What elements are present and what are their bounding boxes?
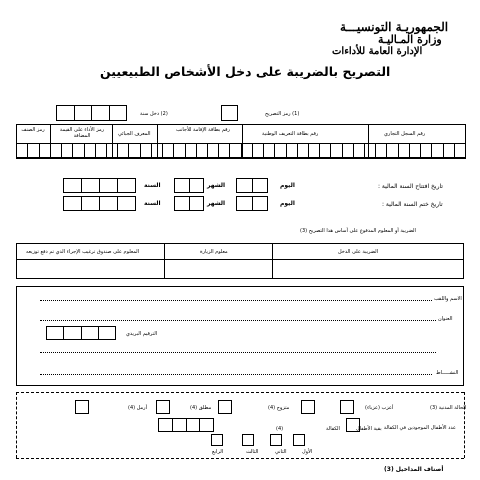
fund-fee-amount-input[interactable]: [17, 260, 163, 278]
children-count-label: عدد الأطفال الموجودين في الكفالة: [383, 425, 456, 431]
income-year-field[interactable]: [56, 105, 127, 121]
children-ranks-field[interactable]: [158, 418, 214, 432]
widowed-checkbox[interactable]: [156, 400, 170, 414]
single-checkbox[interactable]: [340, 400, 354, 414]
civil-top-border: [16, 392, 464, 393]
name-label: الاسم واللقب: [434, 296, 462, 302]
tax-section-note: (3): [300, 228, 308, 234]
declaration-code-label: (1) رمز التصريح: [265, 111, 300, 117]
id-table-top-border: [16, 124, 466, 125]
id-table-bottom-border: [16, 158, 466, 159]
form-title: التصريح بالضريبة على دخل الأشخاص الطبيعيين: [100, 64, 391, 79]
address-line[interactable]: [40, 320, 436, 321]
civil-bottom-border: [16, 458, 464, 459]
third-child-label: الثالث: [246, 449, 259, 455]
tax-col-fund-fee: المعلوم على صندوق ترغيب الإجراء الذي تم دفع توزيعه: [26, 249, 140, 255]
first-child-box[interactable]: [293, 434, 305, 446]
id-input-cells[interactable]: [16, 143, 466, 158]
second-child-label: الثاني: [275, 449, 287, 455]
name-line[interactable]: [40, 300, 432, 301]
header-republic: الجمهوريـة التونسيـــة: [340, 20, 449, 34]
first-child-label: الأول: [302, 449, 313, 455]
tax-section-heading: الضريبة أو المعلوم المدفوع على أساس هذا التصريح (3): [300, 228, 416, 234]
income-tax-amount-input[interactable]: [273, 260, 463, 278]
address-label: العنوان: [438, 316, 453, 322]
closing-day-label: اليوم: [280, 200, 295, 207]
income-categories-note: (3): [384, 466, 394, 473]
extra-status-checkbox[interactable]: [75, 400, 89, 414]
children-detail-label: بقية الأطفال: [356, 426, 382, 432]
widowed-note: (4): [128, 405, 136, 411]
civil-status-note: (3): [430, 405, 438, 411]
closing-day-field[interactable]: [236, 196, 268, 211]
id-header-category-code: رمز الصنف: [21, 127, 45, 133]
activity-label: النشـــــاط: [436, 370, 459, 376]
header-directorate: الإدارة العامة للأداءات: [332, 46, 423, 57]
id-header-vat-code: رمز الأداء على القيمة المضافة: [59, 127, 105, 139]
postal-code-field[interactable]: [46, 326, 116, 340]
closing-month-field[interactable]: [174, 196, 204, 211]
declaration-code-note: (1): [292, 111, 300, 117]
tax-col-visit-fee: معلوم الزيارة: [200, 249, 228, 255]
closing-year-label: السنة: [144, 200, 161, 207]
second-child-box[interactable]: [270, 434, 282, 446]
extra-address-line[interactable]: [40, 352, 436, 353]
closing-month-label: الشهر: [207, 200, 226, 207]
opening-day-label: اليوم: [280, 182, 295, 189]
civil-right-border: [464, 392, 465, 458]
id-header-national-id: رقم بطاقة التعريف الوطنية: [262, 131, 319, 137]
header-ministry: وزارة المـاليـة: [378, 33, 442, 46]
married-label: متزوج (4): [268, 405, 290, 411]
declaration-code-box[interactable]: [221, 105, 238, 121]
postal-code-label: الترقيم البريدي: [126, 331, 158, 337]
married-checkbox[interactable]: [301, 400, 315, 414]
divorced-label: مطلق (4): [190, 405, 212, 411]
income-categories-label: أصناف المداخيل (3): [384, 466, 444, 473]
closing-year-field[interactable]: [63, 196, 136, 211]
fourth-child-label: الرابع: [212, 449, 224, 455]
opening-date-label: تاريخ افتتاح السنة المالية :: [378, 183, 443, 190]
civil-left-border: [16, 392, 17, 458]
married-note: (4): [268, 405, 276, 411]
visit-fee-amount-input[interactable]: [165, 260, 271, 278]
activity-line[interactable]: [40, 374, 432, 375]
closing-date-label: تاريخ ختم السنة المالية :: [382, 201, 443, 208]
children-count-note: (4): [276, 426, 284, 432]
fourth-child-box[interactable]: [211, 434, 223, 446]
civil-status-label: الحالة المدنية (3): [430, 405, 467, 411]
single-label: أعزب (عزباء): [365, 405, 394, 411]
opening-month-label: الشهر: [207, 182, 226, 189]
id-header-commercial-register: رقم السجل التجاري: [384, 131, 426, 137]
id-header-residence-card: رقم بطاقة الإقامة للأجانب: [176, 127, 230, 133]
third-child-box[interactable]: [242, 434, 254, 446]
divorced-checkbox[interactable]: [218, 400, 232, 414]
id-header-tax-id: المعرف الجبائي: [118, 131, 151, 137]
opening-year-field[interactable]: [63, 178, 136, 193]
opening-day-field[interactable]: [236, 178, 268, 193]
widowed-label: أرمل (4): [128, 405, 147, 411]
divorced-note: (4): [190, 405, 198, 411]
tax-col-income-tax: الضريبة على الدخل: [338, 249, 378, 255]
adopted-label: الكفالة: [326, 426, 340, 432]
opening-month-field[interactable]: [174, 178, 204, 193]
income-year-label: (2) دخل سنة: [140, 111, 168, 117]
income-year-note: (2): [160, 111, 168, 117]
opening-year-label: السنة: [144, 182, 161, 189]
